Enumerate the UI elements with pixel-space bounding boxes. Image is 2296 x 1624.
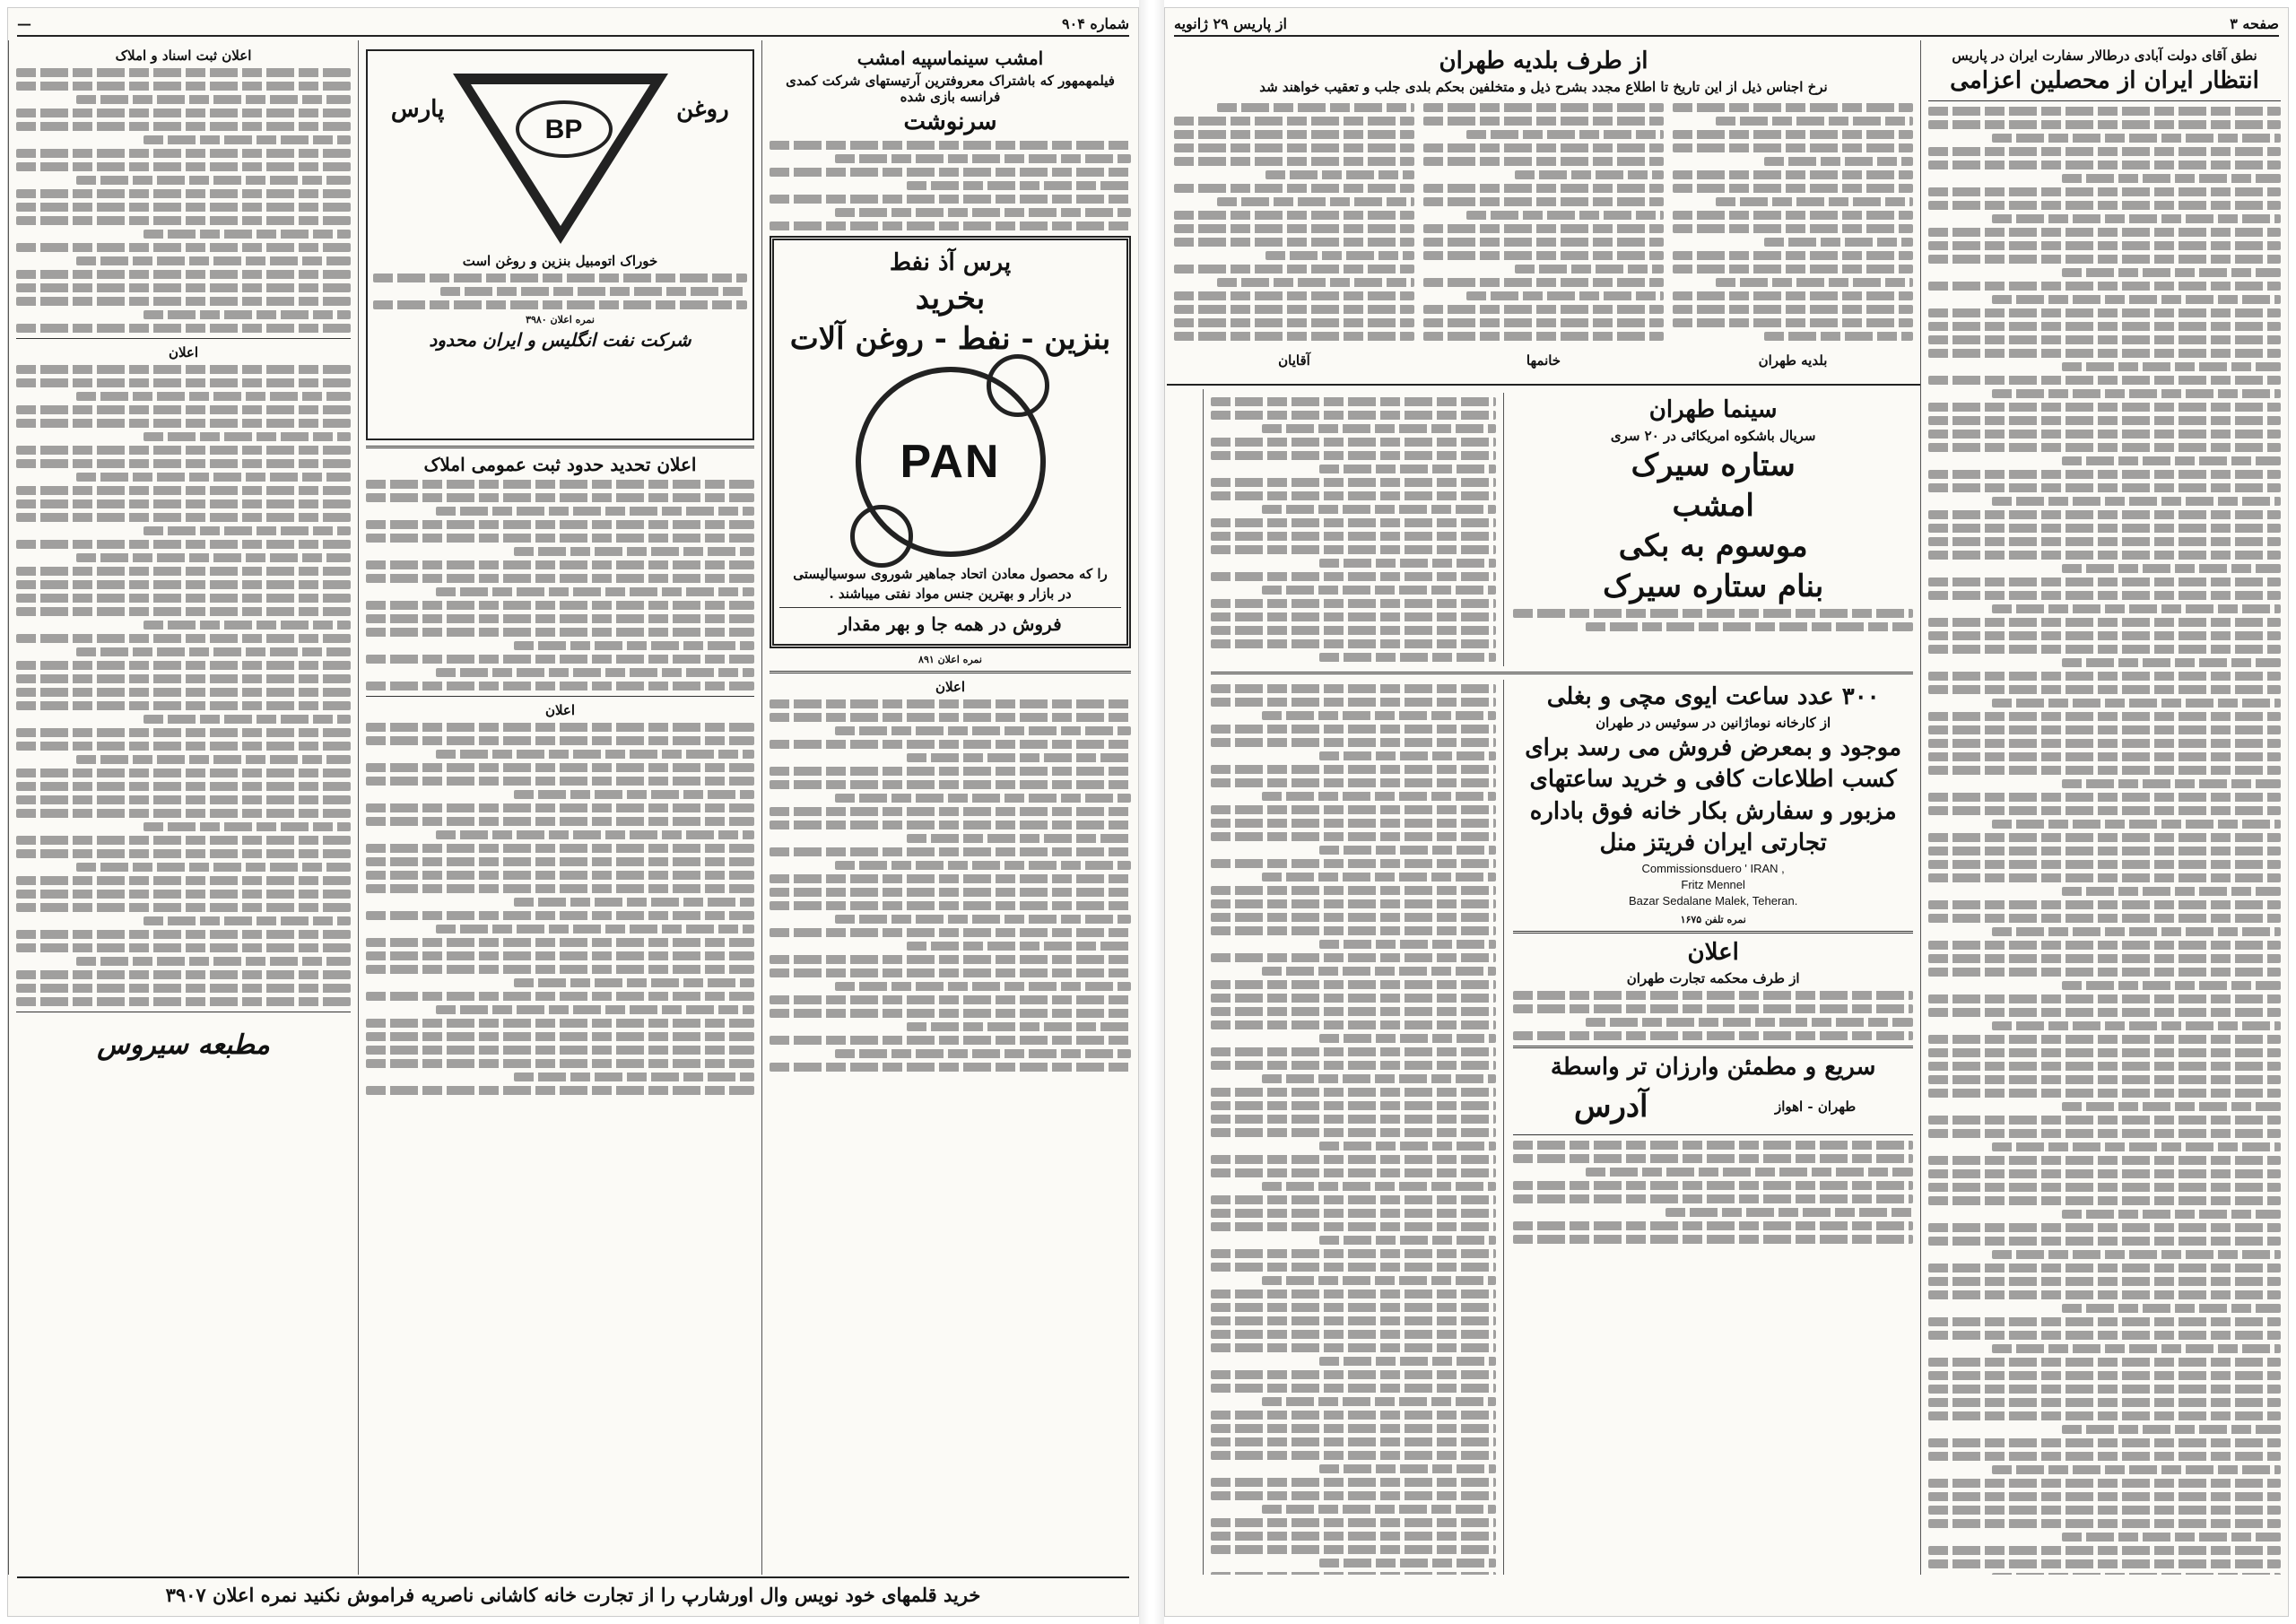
bp-ad — [366, 49, 754, 440]
left-col-3 — [8, 40, 358, 1575]
court-notice-sub: از طرف محکمه تجارت طهران — [1626, 969, 1800, 986]
watches-line-3: موجود و بمعرض فروش می رسد برای — [1525, 734, 1902, 762]
speech-kicker: نطق آقای دولت آبادی درطالار سفارت ایران در پاریس — [1952, 48, 2257, 64]
transport-line-1: سریع و مطمئن وارزان تر واسطة — [1550, 1053, 1876, 1081]
section-men: آقایان — [1278, 352, 1310, 369]
municipality-subtitle: نرخ اجناس ذیل از این تاریخ تا اطلاع مجدد بشرح ذیل و متخلفین بحکم بلدی جلب و تعقیب خواهند شد — [1259, 79, 1828, 96]
watches-line-4: کسب اطلاعات کافی و خرید ساعتهای — [1529, 766, 1897, 794]
right-col-2 — [1203, 389, 1920, 1575]
watches-line-6: تجارتی ایران فریتز منل — [1599, 829, 1827, 856]
bp-triangle-logo — [453, 74, 668, 244]
registry-header: اعلان ثبت اسناد و املاک — [115, 48, 252, 64]
cinema-sepah-subtitle: فیلمهمهور که باشتراک معروفترین آرتیستهای شرکت کمدی فرانسه بازی شده — [786, 73, 1115, 105]
pars-ad-line-5: در بازار و بهترین جنس مواد نفتی میباشند . — [829, 585, 1072, 602]
court-notice-title: اعلان — [1687, 938, 1739, 966]
tonight-label: امشب — [1672, 487, 1754, 524]
transport-line-2: آدرس — [1573, 1089, 1648, 1125]
registry-title: اعلان تحدید حدود ثبت عمومی املاک — [423, 454, 697, 475]
issue-number: شماره ۹۰۴ — [1062, 14, 1129, 32]
star-name: ستاره سیرک — [1631, 447, 1796, 484]
cinema-sepah-title: امشب سینماسپیه امشب — [857, 48, 1044, 69]
bp-tagline: خوراک اتومبیل بنزین و روغن است — [462, 253, 658, 270]
pars-ad-line-3: بنزین - نفط - روغن آلات — [789, 321, 1111, 358]
left-newspaper-page — [7, 7, 1139, 1617]
right-newspaper-page — [1164, 7, 2289, 1617]
page-number: صفحه ۳ — [2230, 14, 2279, 32]
pars-ad-line-4: را که محصول معادن اتحاد جماهیر شوروی سوسیالیستی — [793, 565, 1108, 582]
left-col-2 — [358, 40, 761, 1575]
phone-number: نمره تلفن ۱۶۷۵ — [1680, 913, 1746, 925]
right-page-header — [1174, 12, 2279, 37]
page-gutter — [1139, 0, 1164, 1624]
pars-ad-line-6: فروش در همه جا و بهر مقدار — [839, 612, 1062, 635]
latin-address-1: Commissionsduero ' IRAN , — [1641, 861, 1785, 875]
left-page-header — [17, 12, 1129, 37]
star-full-name: بنام ستاره سیرک — [1603, 568, 1824, 604]
municipality-title: از طرف بلدیه طهران — [1439, 48, 1648, 74]
company-signature: شرکت نفت انگلیس و ایران محدود — [429, 329, 691, 352]
municipality-signature: بلدیه طهران — [1758, 352, 1828, 369]
header-date: از پاریس ۲۹ ژانویه — [1174, 14, 1287, 32]
latin-address-2: Fritz Mennel — [1681, 878, 1745, 892]
ad-number: نمره اعلان ۸۹۱ — [918, 653, 982, 665]
film-title: سرنوشت — [903, 109, 997, 135]
watches-line-2: از کارخانه نوماژانین در سوئیس در طهران — [1596, 715, 1831, 732]
latin-address-3: Bazar Sedalane Malek, Teheran. — [1628, 894, 1798, 908]
printer-signature: مطبعه سیروس — [97, 1029, 270, 1061]
cinema-tehran-title: سینما طهران — [1648, 396, 1778, 423]
pars-ad-line-2: بخرید — [915, 281, 986, 317]
speech-headline: انتظار ایران از محصلین اعزامی — [1950, 67, 2259, 94]
right-col-3 — [1167, 40, 1920, 386]
pars-ad-line-1: پرس آذ نفط — [889, 249, 1012, 277]
oil-word: روغن — [676, 96, 729, 123]
bp-logo-text: BP — [516, 100, 613, 158]
left-page-footer-ad: خرید قلمهای خود نویس وال اورشارپ را از تجارت خانه کاشانی ناصریه فراموش نکنید نمره اعلان ۳۹۰۷ — [17, 1576, 1129, 1611]
header-mark: — — [17, 14, 31, 32]
left-col-1 — [761, 40, 1138, 1575]
notice-label: اعلان — [935, 679, 966, 696]
watches-line-1: ۳۰۰ عدد ساعت ایوی مچی و بغلی — [1546, 683, 1880, 710]
section-women: خانمها — [1526, 352, 1561, 369]
notice-label-2: اعلان — [544, 702, 576, 718]
pan-logo — [856, 367, 1046, 557]
cinema-tehran-sub: سریال باشکوه امریکائی در ۲۰ سری — [1610, 428, 1816, 445]
transport-address: طهران - اهواز — [1774, 1099, 1857, 1116]
bp-ad-number: نمره اعلان ۳۹۸۰ — [526, 314, 595, 326]
pan-logo-text: PAN — [900, 435, 1001, 488]
notice-label-3: اعلان — [168, 344, 199, 360]
pars-word: پارس — [390, 96, 445, 123]
pars-oil-ad — [770, 236, 1131, 648]
series-name: موسوم به بکی — [1618, 527, 1808, 564]
watches-line-5: مزبور و سفارش بکار خانه فوق باداره — [1529, 797, 1897, 825]
right-col-1 — [1920, 40, 2288, 1575]
